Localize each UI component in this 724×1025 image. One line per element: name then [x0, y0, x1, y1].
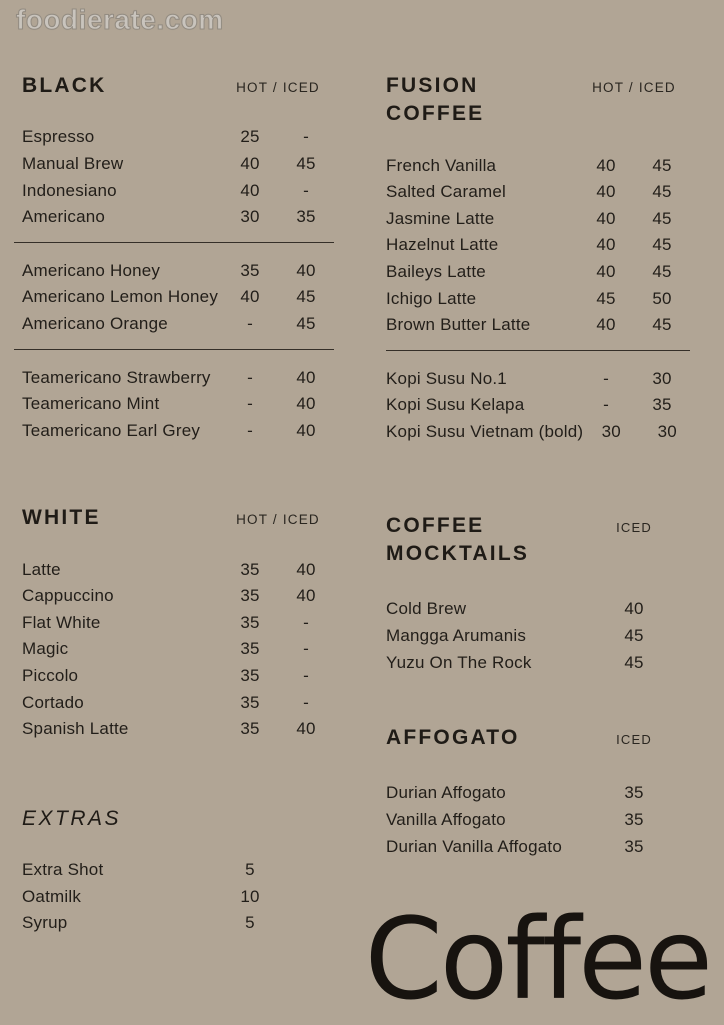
menu-item-name: Americano Lemon Honey — [22, 287, 219, 307]
menu-item-row — [386, 312, 690, 339]
menu-item-name: Americano Honey — [22, 260, 161, 280]
menu-item-row — [386, 780, 690, 807]
section-header — [22, 504, 334, 532]
price-hot: 35 — [240, 666, 260, 685]
section-title-fusion: FUSION COFFEE — [386, 74, 485, 126]
menu-item-name: Teamericano Earl Grey — [22, 420, 201, 440]
section-title-white: WHITE — [22, 506, 101, 530]
section-header — [386, 512, 690, 569]
section-rows — [386, 780, 690, 860]
menu-item-row — [22, 311, 334, 338]
section-rows — [22, 857, 334, 937]
menu-item-row — [386, 206, 690, 233]
section-white — [22, 504, 334, 743]
price-iced: - — [303, 692, 309, 712]
price-iced: 45 — [624, 652, 644, 672]
menu-item-name: Hazelnut Latte — [386, 235, 499, 255]
menu-item-row — [386, 153, 690, 180]
price-iced: 45 — [652, 182, 672, 202]
menu-item-name: Latte — [22, 559, 61, 579]
section-divider — [386, 350, 690, 351]
menu-item-row — [22, 557, 334, 584]
price-hot: 35 — [240, 260, 260, 280]
price-hot: 35 — [240, 612, 260, 632]
menu-item-name: Durian Vanilla Affogato — [386, 836, 562, 856]
section-divider — [14, 349, 334, 350]
price-hot: 40 — [596, 155, 616, 175]
price-hot: - — [247, 313, 253, 333]
section-rows — [386, 153, 690, 446]
section-header — [22, 72, 334, 100]
price-iced: 45 — [652, 208, 672, 228]
right-column — [386, 72, 690, 937]
menu-item-row — [386, 232, 690, 259]
section-divider — [14, 242, 334, 243]
price-iced: 40 — [296, 559, 316, 579]
price-iced: 50 — [652, 288, 672, 308]
menu-item-name: Kopi Susu Vietnam (bold) — [386, 422, 584, 442]
price-hot: 40 — [240, 180, 260, 200]
section-header — [386, 72, 690, 129]
menu-item-row — [22, 636, 334, 663]
price-hot: 35 — [240, 639, 260, 659]
price-hot: 30 — [240, 207, 260, 227]
menu-item-name: French Vanilla — [386, 155, 497, 175]
section-title-affogato: AFFOGATO — [386, 726, 520, 750]
menu-item-name: Indonesiano — [22, 180, 117, 200]
menu-item-name: Extra Shot — [22, 860, 104, 880]
section-title-black: BLACK — [22, 74, 107, 97]
menu-item-row — [386, 807, 690, 834]
menu-item-name: Cappuccino — [22, 586, 114, 606]
price-hot: 35 — [240, 692, 260, 712]
price-hot: 40 — [596, 182, 616, 202]
menu-item-row — [386, 179, 690, 206]
section-title-mocktails: COFFEE MOCKTAILS — [386, 513, 530, 565]
menu-item-name: Flat White — [22, 612, 101, 632]
price-iced: - — [303, 666, 309, 685]
price: 5 — [245, 860, 255, 880]
menu-item-row — [22, 391, 334, 418]
price-hot: 25 — [240, 127, 260, 147]
menu-item-name: Kopi Susu No.1 — [386, 368, 507, 388]
price-hot: - — [603, 395, 609, 415]
menu-item-row — [386, 286, 690, 313]
price-iced: 35 — [296, 207, 316, 227]
watermark: foodierate.com — [16, 4, 224, 35]
price-iced: 40 — [296, 367, 316, 387]
menu-item-name: Americano Orange — [22, 313, 168, 333]
menu-item-row — [22, 690, 334, 717]
price-spacer — [278, 910, 334, 937]
price-hot: 40 — [596, 208, 616, 228]
price-spacer — [278, 884, 334, 911]
section-header — [22, 805, 334, 833]
price-iced: 45 — [624, 625, 644, 645]
price-iced: 45 — [296, 313, 316, 333]
menu-item-row — [386, 596, 690, 623]
menu-item-row — [22, 610, 334, 637]
price-hot: - — [247, 394, 253, 414]
menu-item-row — [22, 151, 334, 178]
price-iced: 35 — [624, 783, 644, 803]
price-hot: 35 — [240, 719, 260, 739]
menu-item-name: Salted Caramel — [386, 182, 506, 202]
price-hot: 40 — [596, 262, 616, 282]
price-iced: - — [303, 639, 309, 659]
menu-item-name: Manual Brew — [22, 153, 124, 173]
section-affogato — [386, 724, 690, 860]
section-rows — [386, 596, 690, 676]
price-hot: 30 — [601, 422, 621, 442]
menu-item-name: Magic — [22, 639, 69, 659]
menu-item-row — [386, 259, 690, 286]
price-iced: 45 — [296, 153, 316, 173]
menu-item-name: Cortado — [22, 692, 84, 712]
price-columns-header: HOT / ICED — [592, 80, 676, 95]
menu-item-name: Spanish Latte — [22, 719, 129, 739]
price-iced: 40 — [296, 260, 316, 280]
menu-item-row — [22, 910, 334, 937]
section-coffee-mocktails — [386, 512, 690, 676]
price-iced: 45 — [652, 262, 672, 282]
menu-item-row — [22, 857, 334, 884]
price-iced: 40 — [296, 394, 316, 414]
menu-item-row — [386, 392, 690, 419]
menu-item-name: Syrup — [22, 913, 68, 933]
price-hot: 35 — [240, 586, 260, 606]
menu-item-name: Piccolo — [22, 666, 79, 685]
menu-item-name: Jasmine Latte — [386, 208, 495, 228]
menu-item-row — [22, 284, 334, 311]
menu-item-row — [22, 124, 334, 151]
menu-item-name: Oatmilk — [22, 886, 82, 906]
price-iced: 40 — [624, 599, 644, 619]
price-iced: 40 — [296, 719, 316, 739]
price-iced: - — [303, 612, 309, 632]
menu-item-name: Cold Brew — [386, 599, 467, 619]
menu-item-name: Yuzu On The Rock — [386, 652, 532, 672]
section-extras — [22, 805, 334, 937]
menu-item-row — [22, 884, 334, 911]
price-spacer — [278, 857, 334, 884]
menu-item-name: Brown Butter Latte — [386, 315, 531, 335]
menu-item-name: Espresso — [22, 127, 95, 147]
price-iced: 45 — [296, 287, 316, 307]
price-iced: - — [303, 127, 309, 147]
price-iced: 35 — [624, 836, 644, 856]
price-hot: - — [247, 367, 253, 387]
section-rows — [22, 124, 334, 444]
price-hot: 45 — [596, 288, 616, 308]
menu-item-row — [22, 583, 334, 610]
price-columns-header: HOT / ICED — [236, 80, 320, 95]
menu-item-name: Teamericano Strawberry — [22, 367, 211, 387]
price: 5 — [245, 913, 255, 933]
price-hot: 40 — [596, 235, 616, 255]
price-hot: - — [603, 368, 609, 388]
menu-item-row — [22, 204, 334, 231]
price-iced: 40 — [296, 586, 316, 606]
menu-item-row — [386, 834, 690, 861]
menu-item-name: Mangga Arumanis — [386, 625, 527, 645]
menu-item-row — [386, 623, 690, 650]
price-iced: 40 — [296, 420, 316, 440]
menu-item-name: Ichigo Latte — [386, 288, 477, 308]
menu-item-name: Vanilla Affogato — [386, 810, 506, 830]
menu-item-name: Durian Affogato — [386, 783, 506, 803]
section-rows — [22, 557, 334, 743]
section-title-extras: EXTRAS — [22, 806, 122, 830]
menu-item-row — [22, 365, 334, 392]
price-iced: 45 — [652, 235, 672, 255]
price: 10 — [240, 886, 260, 906]
price-hot: 35 — [240, 559, 260, 579]
menu-item-row — [22, 716, 334, 743]
price-columns-header: ICED — [616, 732, 652, 748]
price-hot: - — [247, 420, 253, 440]
section-fusion-coffee — [386, 72, 690, 446]
price-iced: 45 — [652, 155, 672, 175]
menu-item-row — [22, 418, 334, 445]
menu-item-name: Americano — [22, 207, 106, 227]
section-black — [22, 72, 334, 444]
price-columns-header: HOT / ICED — [236, 512, 320, 528]
price-iced: 30 — [652, 368, 672, 388]
left-column — [22, 72, 334, 937]
menu-item-row — [22, 178, 334, 205]
menu-item-name: Baileys Latte — [386, 262, 486, 282]
price-columns-header: ICED — [616, 519, 652, 535]
price-iced: 35 — [652, 395, 672, 415]
price-hot: 40 — [240, 153, 260, 173]
menu-item-name: Kopi Susu Kelapa — [386, 395, 525, 415]
price-iced: 45 — [652, 315, 672, 335]
brand-wordmark: Coffee — [364, 895, 710, 1025]
menu-item-row — [386, 419, 690, 446]
price-hot: 40 — [596, 315, 616, 335]
price-iced: - — [303, 180, 309, 200]
price-hot: 40 — [240, 287, 260, 307]
menu-item-row — [386, 366, 690, 393]
price-iced: 30 — [657, 422, 677, 442]
menu-item-row — [386, 650, 690, 677]
price-iced: 35 — [624, 810, 644, 830]
menu-item-row — [22, 258, 334, 285]
section-header — [386, 724, 690, 752]
menu-item-row — [22, 663, 334, 690]
menu-item-name: Teamericano Mint — [22, 394, 160, 414]
